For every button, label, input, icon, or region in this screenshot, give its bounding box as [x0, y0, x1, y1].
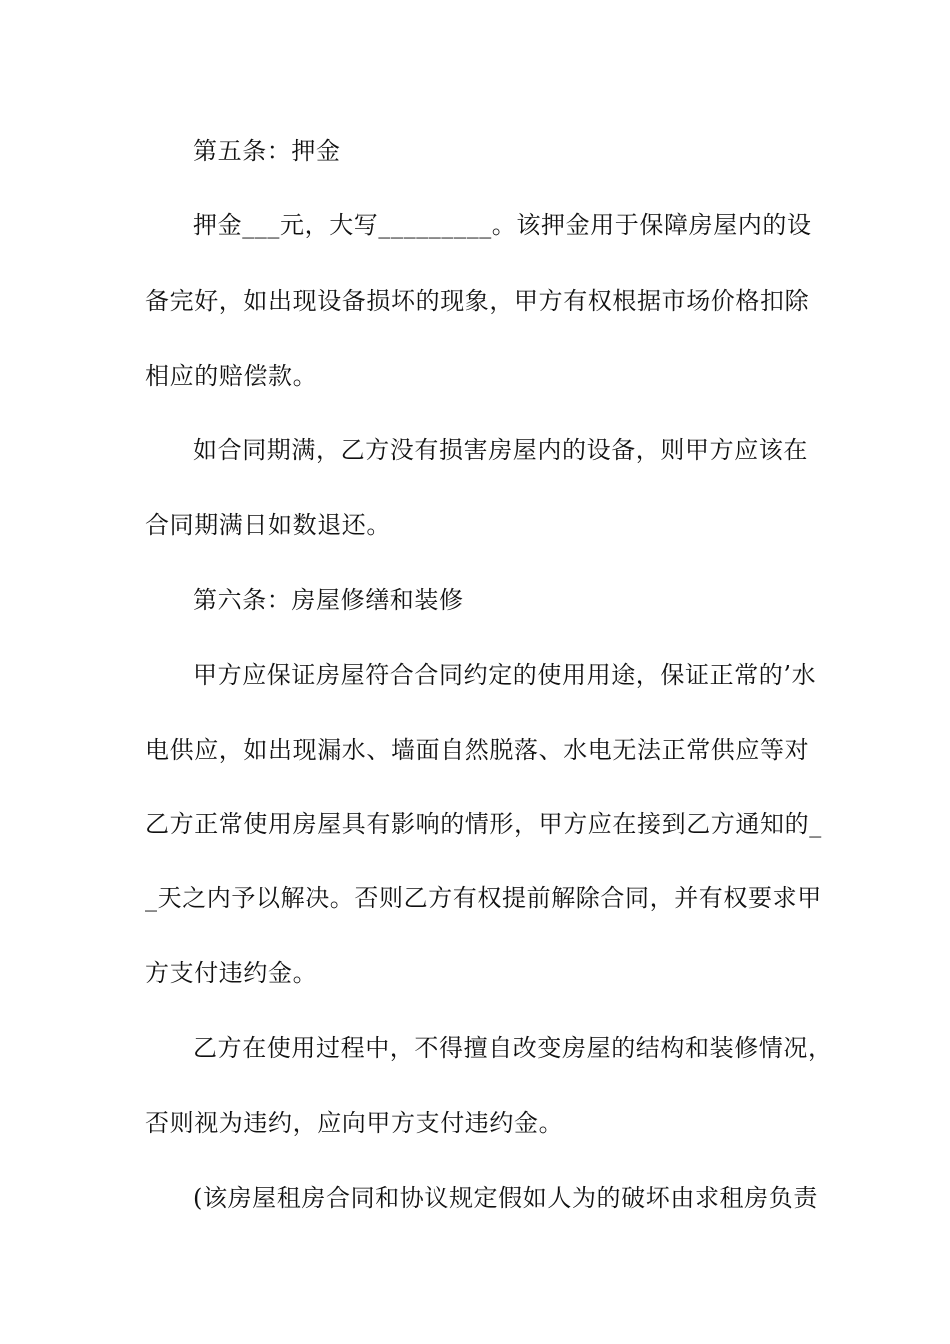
paragraph-line: 相应的赔偿款。: [145, 362, 318, 390]
paragraph-line: 电供应，如出现漏水、墙面自然脱落、水电无法正常供应等对: [145, 736, 810, 764]
paragraph-line: 备完好，如出现设备损坏的现象，甲方有权根据市场价格扣除: [145, 287, 810, 315]
paragraph-line: _天之内予以解决。否则乙方有权提前解除合同，并有权要求甲: [145, 884, 822, 912]
paragraph-line: 如合同期满，乙方没有损害房屋内的设备，则甲方应该在: [193, 436, 808, 464]
paragraph-line: 押金___元，大写_________。该押金用于保障房屋内的设: [193, 211, 812, 239]
paragraph-line: 合同期满日如数退还。: [145, 511, 391, 539]
paragraph-line: (该房屋租房合同和协议规定假如人为的破坏由求租房负责: [193, 1184, 818, 1212]
paragraph-line: 乙方在使用过程中，不得擅自改变房屋的结构和装修情况，: [193, 1034, 833, 1062]
section-5-heading: 第五条：押金: [193, 137, 341, 165]
paragraph-line: 否则视为违约，应向甲方支付违约金。: [145, 1109, 564, 1137]
paragraph-line: 甲方应保证房屋符合合同约定的使用用途，保证正常的’水: [193, 661, 817, 689]
paragraph-line: 方支付违约金。: [145, 959, 318, 987]
paragraph-line: 乙方正常使用房屋具有影响的情形，甲方应在接到乙方通知的_: [145, 810, 822, 838]
section-6-heading: 第六条：房屋修缮和装修: [193, 586, 464, 614]
